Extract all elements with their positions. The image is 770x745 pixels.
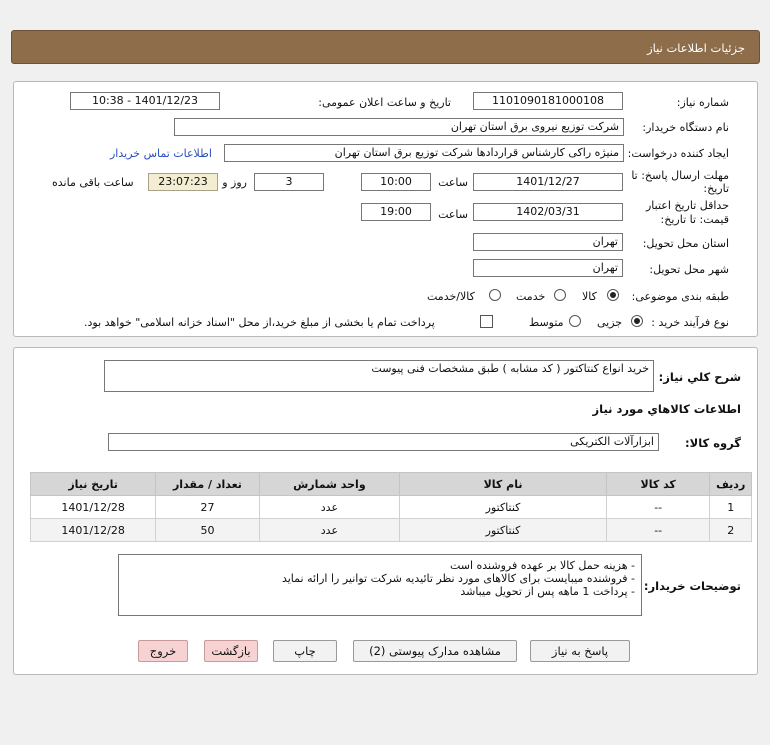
col-header-row-number: ردیف — [710, 473, 752, 496]
view-attachments-button[interactable]: مشاهده مدارک پیوستی (2) — [353, 640, 517, 662]
remaining-label: ساعت باقی مانده — [52, 176, 134, 189]
purchase-option-minor: جزیی — [597, 316, 623, 329]
validity-time-field[interactable]: 19:00 — [361, 203, 431, 221]
buyer-notes-field[interactable] — [118, 554, 642, 616]
need-number-label: شماره نیاز: — [676, 96, 729, 109]
announce-label: تاریخ و ساعت اعلان عمومی: — [318, 96, 451, 109]
validity-date-field[interactable]: 1402/03/31 — [473, 203, 623, 221]
buyer-notes-label: توضیحات خریدار: — [643, 579, 741, 593]
need-number-field[interactable]: 1101090181000108 — [473, 92, 623, 110]
col-header-unit: واحد شمارش — [259, 473, 399, 496]
summary-field[interactable]: خرید انواع کنتاکتور ( کد مشابه ) طبق مشخصات فنی پیوست — [104, 360, 654, 392]
category-radio-goods[interactable] — [607, 289, 619, 301]
purchase-type-label: نوع فرآیند خرید : — [651, 316, 729, 329]
purchase-radio-minor[interactable] — [631, 315, 643, 327]
col-header-item-name: نام کالا — [400, 473, 607, 496]
contact-buyer-link[interactable]: اطلاعات تماس خریدار — [110, 147, 212, 160]
exit-button[interactable]: خروج — [138, 640, 188, 662]
announce-field[interactable]: 1401/12/23 - 10:38 — [70, 92, 220, 110]
page-title: جزئیات اطلاعات نیاز — [647, 41, 745, 55]
category-option-goods: کالا — [582, 290, 597, 303]
deadline-time-label: ساعت — [438, 176, 468, 189]
province-label: استان محل تحویل: — [642, 237, 729, 250]
goods-group-label: گروه کالا: — [685, 436, 741, 450]
print-button[interactable]: چاپ — [273, 640, 337, 662]
need-details-panel — [13, 347, 758, 675]
city-field[interactable]: تهران — [473, 259, 623, 277]
days-label: روز و — [222, 176, 247, 189]
goods-group-field[interactable]: ابزارآلات الکتریکی — [108, 433, 659, 451]
cell-row-number: 2 — [710, 519, 752, 542]
back-button[interactable]: بازگشت — [204, 640, 258, 662]
category-option-service: خدمت — [516, 290, 546, 303]
table-row[interactable] — [31, 519, 752, 542]
cell-need-date: 1401/12/28 — [31, 496, 156, 519]
creator-field[interactable]: منیژه راکی کارشناس قراردادها شرکت توزیع برق استان تهران — [224, 144, 624, 162]
col-header-quantity: تعداد / مقدار — [156, 473, 259, 496]
category-label: طبقه بندی موضوعی: — [631, 290, 729, 303]
table-row[interactable] — [31, 496, 752, 519]
need-info-panel — [13, 81, 758, 337]
province-field[interactable]: تهران — [473, 233, 623, 251]
goods-info-title: اطلاعات کالاهاي مورد نياز — [592, 402, 741, 416]
cell-quantity: 27 — [156, 496, 259, 519]
purchase-option-medium: متوسط — [529, 316, 564, 329]
purchase-radio-medium[interactable] — [569, 315, 581, 327]
table-header-row — [31, 473, 752, 496]
category-radio-service[interactable] — [554, 289, 566, 301]
validity-time-label: ساعت — [438, 208, 468, 221]
category-option-goods-service: کالا/خدمت — [427, 290, 475, 303]
cell-unit: عدد — [259, 496, 399, 519]
buyer-field[interactable]: شرکت توزیع نیروی برق استان تهران — [174, 118, 624, 136]
payment-note: پرداخت تمام یا بخشی از مبلغ خرید،از محل "اسناد خزانه اسلامی" خواهد بود. — [84, 316, 435, 329]
category-radio-goods-service[interactable] — [489, 289, 501, 301]
cell-item-code: -- — [606, 496, 709, 519]
buyer-label: نام دستگاه خریدار: — [642, 121, 729, 134]
reply-button[interactable]: پاسخ به نیاز — [530, 640, 630, 662]
days-field[interactable]: 3 — [254, 173, 324, 191]
buyer-note-line: - هزینه حمل کالا بر عهده فروشنده است — [449, 559, 635, 572]
col-header-item-code: کد کالا — [606, 473, 709, 496]
deadline-time-field[interactable]: 10:00 — [361, 173, 431, 191]
treasury-payment-checkbox[interactable] — [480, 315, 493, 328]
cell-item-code: -- — [606, 519, 709, 542]
deadline-label-1: مهلت ارسال پاسخ: تا — [631, 169, 729, 182]
cell-quantity: 50 — [156, 519, 259, 542]
buyer-note-line: - پرداخت 1 ماهه پس از تحویل میباشد — [460, 585, 635, 598]
cell-unit: عدد — [259, 519, 399, 542]
creator-label: ایجاد کننده درخواست: — [627, 147, 729, 160]
validity-label-1: حداقل تاریخ اعتبار — [645, 199, 729, 212]
remaining-time-field: 23:07:23 — [148, 173, 218, 191]
validity-label-2: قیمت: تا تاریخ: — [660, 213, 729, 226]
buyer-note-line: - فروشنده میبایست برای کالاهای مورد نظر تائیدیه شرکت توانیر را ارائه نماید — [281, 572, 635, 585]
cell-item-name: کنتاکتور — [400, 519, 607, 542]
cell-need-date: 1401/12/28 — [31, 519, 156, 542]
goods-table — [30, 472, 752, 542]
col-header-need-date: تاریخ نیاز — [31, 473, 156, 496]
deadline-date-field[interactable]: 1401/12/27 — [473, 173, 623, 191]
cell-row-number: 1 — [710, 496, 752, 519]
summary-label: شرح کلي نياز: — [658, 370, 741, 384]
page-header — [11, 30, 760, 64]
deadline-label-2: تاریخ: — [703, 182, 729, 195]
cell-item-name: کنتاکتور — [400, 496, 607, 519]
city-label: شهر محل تحویل: — [649, 263, 729, 276]
